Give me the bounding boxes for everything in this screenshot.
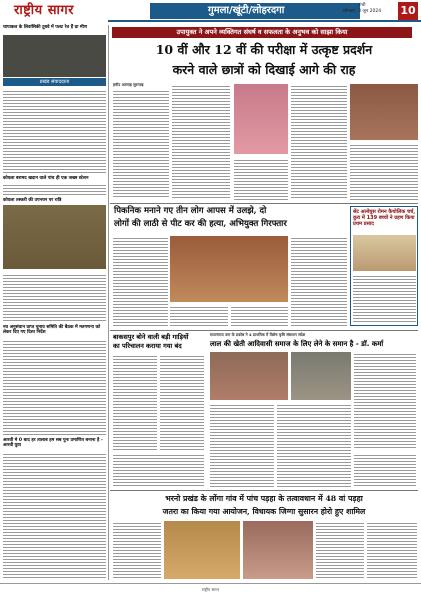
left-text-3	[3, 273, 106, 323]
top-story-text-2	[172, 84, 230, 199]
divider	[110, 490, 418, 491]
dateline	[332, 3, 392, 15]
vehicle-text-1	[113, 354, 157, 450]
left-text-5	[3, 452, 106, 578]
left-column	[3, 25, 106, 580]
top-story-byline: हमीद अल्लाह सुरम्याइ	[113, 82, 144, 87]
brand-logo: राष्ट्रीय सागर	[0, 0, 108, 22]
jatra-photo-2	[243, 521, 313, 579]
date-label: सोमवार, 3 जून 2024	[342, 9, 382, 14]
tribal-text-2	[210, 403, 274, 487]
accused-photo	[170, 236, 288, 302]
column-divider	[108, 25, 109, 580]
bottom-text-3	[367, 521, 417, 579]
picnic-text-1	[113, 236, 168, 326]
jatra-photo-1	[164, 521, 240, 579]
divider	[110, 330, 418, 331]
vehicle-headline-2: का परिचालन कराया गया बंद	[113, 342, 182, 350]
picnic-headline-2: लोगों की लाठी से पीट कर की हत्या, अभियुक्त गिरफ्तार	[114, 219, 287, 229]
top-story-text-1	[113, 89, 169, 199]
church-box	[350, 206, 418, 326]
top-story-text-5	[350, 143, 418, 200]
divider	[110, 203, 418, 204]
picnic-headline-1: पिकनिक मनाने गए तीन लोग आपस में उलझे, दो	[114, 206, 267, 216]
region-title: गुमला/खूंटी/लोहरदगा	[208, 5, 285, 16]
tribal-kicker: सत्यनाराय उमा के प्रकोष्ठ ने 4 प्राथमिक में विशेष कृषि संसाधन संदेश	[210, 332, 306, 337]
top-story-headline-2: करने वाले छात्रों को दिखाई आगे की राह	[172, 62, 356, 77]
vehicle-headline-1: बाकसपुर बोने वाली बड़ी गाड़ियों	[113, 333, 189, 341]
left-mid-photo	[3, 205, 106, 269]
top-story-text-3	[234, 158, 288, 200]
tribal-headline: लाल की खेती आदिवासी समाज के लिए लेने के समान है - डॉ. कर्मा	[210, 340, 384, 348]
left-mid-heading: कोयला तस्करी की उपनयन पर रात्रि	[3, 198, 62, 203]
audience-photo	[291, 352, 351, 400]
left-text-1	[3, 89, 106, 175]
page-footer: राष्ट्रीय सागर	[0, 583, 421, 595]
masthead	[0, 0, 421, 22]
bottom-headline-1: भरनो प्रखंड के लोंगा गांव में पांच पड़हा के तत्वावधान में 48 वां पड़हा	[165, 494, 363, 503]
picnic-text-3	[231, 305, 288, 327]
top-story-subhead: उपायुक्त ने अपने व्यक्तिगत संघर्ष व सफलता के अनुभव को साझा किया	[112, 27, 412, 38]
picnic-text-2	[170, 305, 228, 327]
top-story-text-4	[291, 84, 347, 200]
meeting-photo	[210, 352, 288, 400]
picnic-text-4	[291, 236, 347, 326]
left-text-2	[3, 183, 106, 197]
left-bottom-heading: आरवी मे 0 बाद हर तालाब हम सब पुनः प्रमाणित बनाना है - आरवी युवा	[3, 438, 103, 449]
page-number: 10	[398, 2, 418, 20]
city-label: रांची	[358, 3, 366, 8]
tribal-text-4	[354, 453, 416, 487]
church-photo	[353, 235, 416, 271]
bottom-text-1	[113, 521, 161, 579]
left-top-heading: चापाकल के लिवांसिकी टूबवे में पलट रेत हैं ग्रा मीण	[3, 25, 88, 30]
left-text-4	[3, 339, 106, 437]
church-text	[353, 274, 416, 324]
region-banner	[150, 3, 360, 19]
top-story-headline-1: 10 वीं और 12 वीं की परीक्षा में उत्कृष्ट प्रदर्शन	[155, 42, 373, 57]
church-headline: सेंट अल्वेयुस रोमन कैथोलिक चर्च, कुरा में 139 बच्चों ने ग्रहण किया प्रथम प्रसाद	[353, 209, 416, 227]
tribal-text-3	[277, 403, 351, 487]
left-top-photo	[3, 35, 106, 77]
left-brief-heading: कोयला बरामद खदान वाले पांच ही एक जख्म स्टेशन	[3, 176, 89, 181]
vehicle-text-2	[160, 354, 204, 450]
section-banner: प्रखंड संवाददाता	[3, 78, 106, 86]
bottom-headline-2: जतरा का किया गया आयोजन, विधायक जिग्गा सुसारन होरो हुए शामिल	[162, 507, 366, 516]
tribal-text-1	[354, 352, 416, 450]
collector-photo	[234, 84, 288, 154]
students-photo	[350, 84, 418, 140]
vehicle-text-3	[113, 453, 204, 487]
left-lower-heading: नव अनुसंधान प्राप्त चुनाव समिति की बैठक में मतगणना को लेकर दिए गए दिशा निर्देश	[3, 325, 101, 336]
bottom-text-2	[316, 521, 364, 579]
